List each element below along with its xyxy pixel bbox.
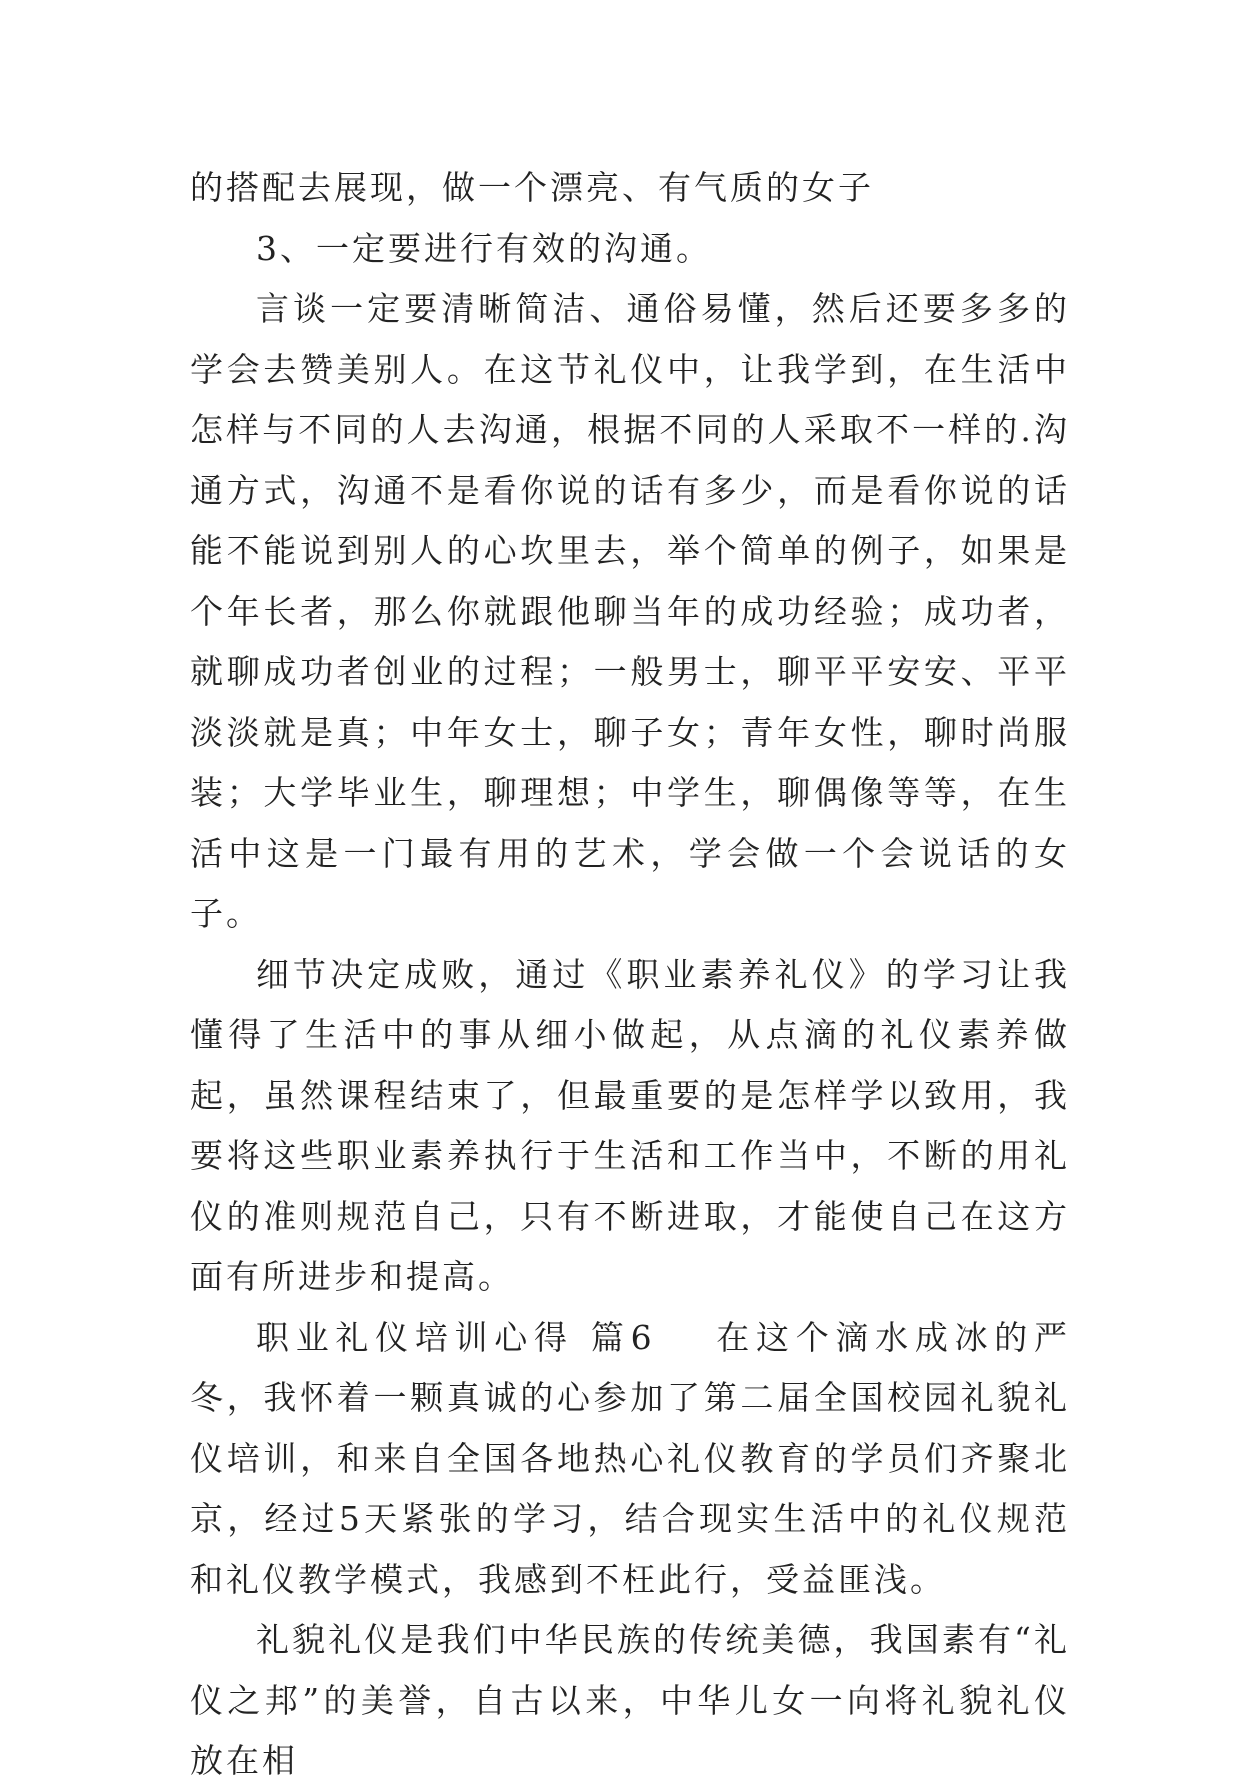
paragraph-details: 细节决定成败，通过《职业素养礼仪》的学习让我懂得了生活中的事从细小做起，从点滴的礼仪素养做起，虽然课程结束了，但最重要的是怎样学以致用，我要将这些职业素养执行于生活和工作当中，不断的用礼仪的准则规范自己，只有不断进取，才能使自己在这方面有所进步和提高。	[190, 954, 1070, 1296]
paragraph-section-6	[190, 1308, 1070, 1611]
paragraph-heading-3: 3、一定要进行有效的沟通。	[256, 228, 712, 268]
section-title: 职业礼仪培训心得 篇6	[256, 1317, 655, 1357]
paragraph-continuation: 的搭配去展现，做一个漂亮、有气质的女子	[190, 168, 874, 207]
document-body	[190, 158, 1070, 1792]
section-first-text: 在这个滴水成冰的严冬，我怀着一颗真诚的心参加了第二届全国校园礼貌礼仪培训，和来自全国各地热心礼仪教育的学员们齐聚北京，经过5天紧张的学习，结合现实生活中的礼仪规范和礼仪教学模式，我感到不枉此行，受益匪浅。	[190, 1317, 1070, 1599]
paragraph-etiquette: 礼貌礼仪是我们中华民族的传统美德，我国素有“礼仪之邦”的美誉，自古以来，中华儿女一向将礼貌礼仪放在相	[190, 1620, 1070, 1780]
paragraph-communication: 言谈一定要清晰简洁、通俗易懂，然后还要多多的学会去赞美别人。在这节礼仪中，让我学到，在生活中怎样与不同的人去沟通，根据不同的人采取不一样的.沟通方式，沟通不是看你说的话有多少，而是看你说的话能不能说到别人的心坎里去，举个简单的例子，如果是个年长者，那么你就跟他聊当年的成功经验；成功者，就聊成功者创业的过程；一般男士，聊平平安安、平平淡淡就是真；中年女士，聊子女；青年女性，聊时尚服装；大学毕业生，聊理想；中学生，聊偶像等等，在生活中这是一门最有用的艺术，学会做一个会说话的女子。	[190, 289, 1070, 933]
